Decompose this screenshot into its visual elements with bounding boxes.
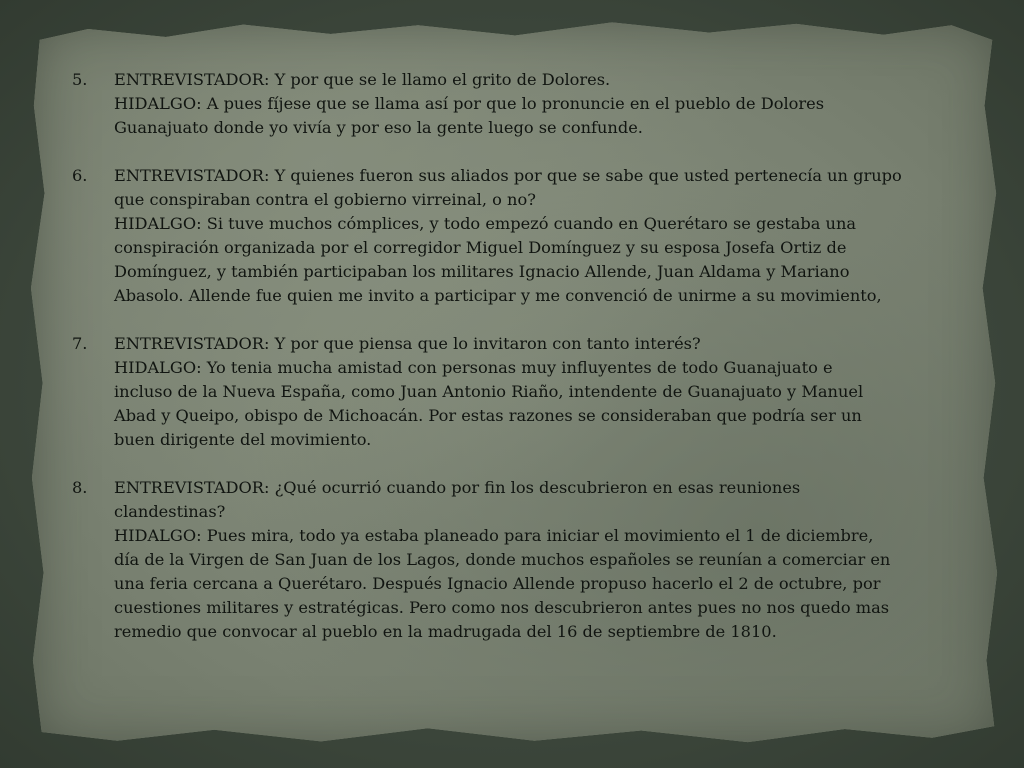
interview-list [72, 68, 942, 668]
text-line: una feria cercana a Querétaro. Después Ignacio Allende propuso hacerlo el 2 de octubre, por [114, 574, 881, 593]
text-line: Domínguez, y también participaban los militares Ignacio Allende, Juan Aldama y Mariano [114, 262, 850, 281]
text-line: ENTREVISTADOR: Y por que piensa que lo invitaron con tanto interés? [114, 334, 701, 353]
text-line: cuestiones militares y estratégicas. Pero como nos descubrieron antes pues no nos quedo mas [114, 598, 890, 617]
interview-item-6 [72, 164, 942, 308]
interview-item-7 [72, 332, 942, 452]
text-line: remedio que convocar al pueblo en la madrugada del 16 de septiembre de 1810. [114, 622, 777, 641]
text-line: clandestinas? [114, 502, 226, 521]
item-text [114, 476, 942, 644]
text-line: día de la Virgen de San Juan de los Lagos, donde muchos españoles se reunían a comerciar en [114, 550, 891, 569]
item-number: 8. [72, 478, 88, 497]
text-line: ENTREVISTADOR: Y por que se le llamo el grito de Dolores. [114, 70, 611, 89]
item-text [114, 164, 942, 308]
text-line: buen dirigente del movimiento. [114, 430, 372, 449]
text-line: Abad y Queipo, obispo de Michoacán. Por estas razones se consideraban que podría ser un [114, 406, 862, 425]
text-line: ENTREVISTADOR: ¿Qué ocurrió cuando por fin los descubrieron en esas reuniones [114, 478, 801, 497]
text-line: HIDALGO: Pues mira, todo ya estaba planeado para iniciar el movimiento el 1 de diciembre, [114, 526, 874, 545]
text-line: ENTREVISTADOR: Y quienes fueron sus aliados por que se sabe que usted pertenecía un grupo [114, 166, 902, 185]
text-line: conspiración organizada por el corregidor Miguel Domínguez y su esposa Josefa Ortiz de [114, 238, 847, 257]
text-line: HIDALGO: Si tuve muchos cómplices, y todo empezó cuando en Querétaro se gestaba una [114, 214, 857, 233]
item-text [114, 68, 942, 140]
item-text [114, 332, 942, 452]
text-line: que conspiraban contra el gobierno virreinal, o no? [114, 190, 536, 209]
item-number: 5. [72, 70, 88, 89]
text-line: Abasolo. Allende fue quien me invito a participar y me convenció de unirme a su movimiento, [114, 286, 882, 305]
item-number: 7. [72, 334, 88, 353]
text-line: HIDALGO: Yo tenia mucha amistad con personas muy influyentes de todo Guanajuato e [114, 358, 833, 377]
interview-item-8 [72, 476, 942, 644]
text-line: HIDALGO: A pues fíjese que se llama así por que lo pronuncie en el pueblo de Dolores [114, 94, 825, 113]
item-number: 6. [72, 166, 88, 185]
text-line: Guanajuato donde yo vivía y por eso la gente luego se confunde. [114, 118, 643, 137]
interview-item-5 [72, 68, 942, 140]
text-line: incluso de la Nueva España, como Juan Antonio Riaño, intendente de Guanajuato y Manuel [114, 382, 864, 401]
